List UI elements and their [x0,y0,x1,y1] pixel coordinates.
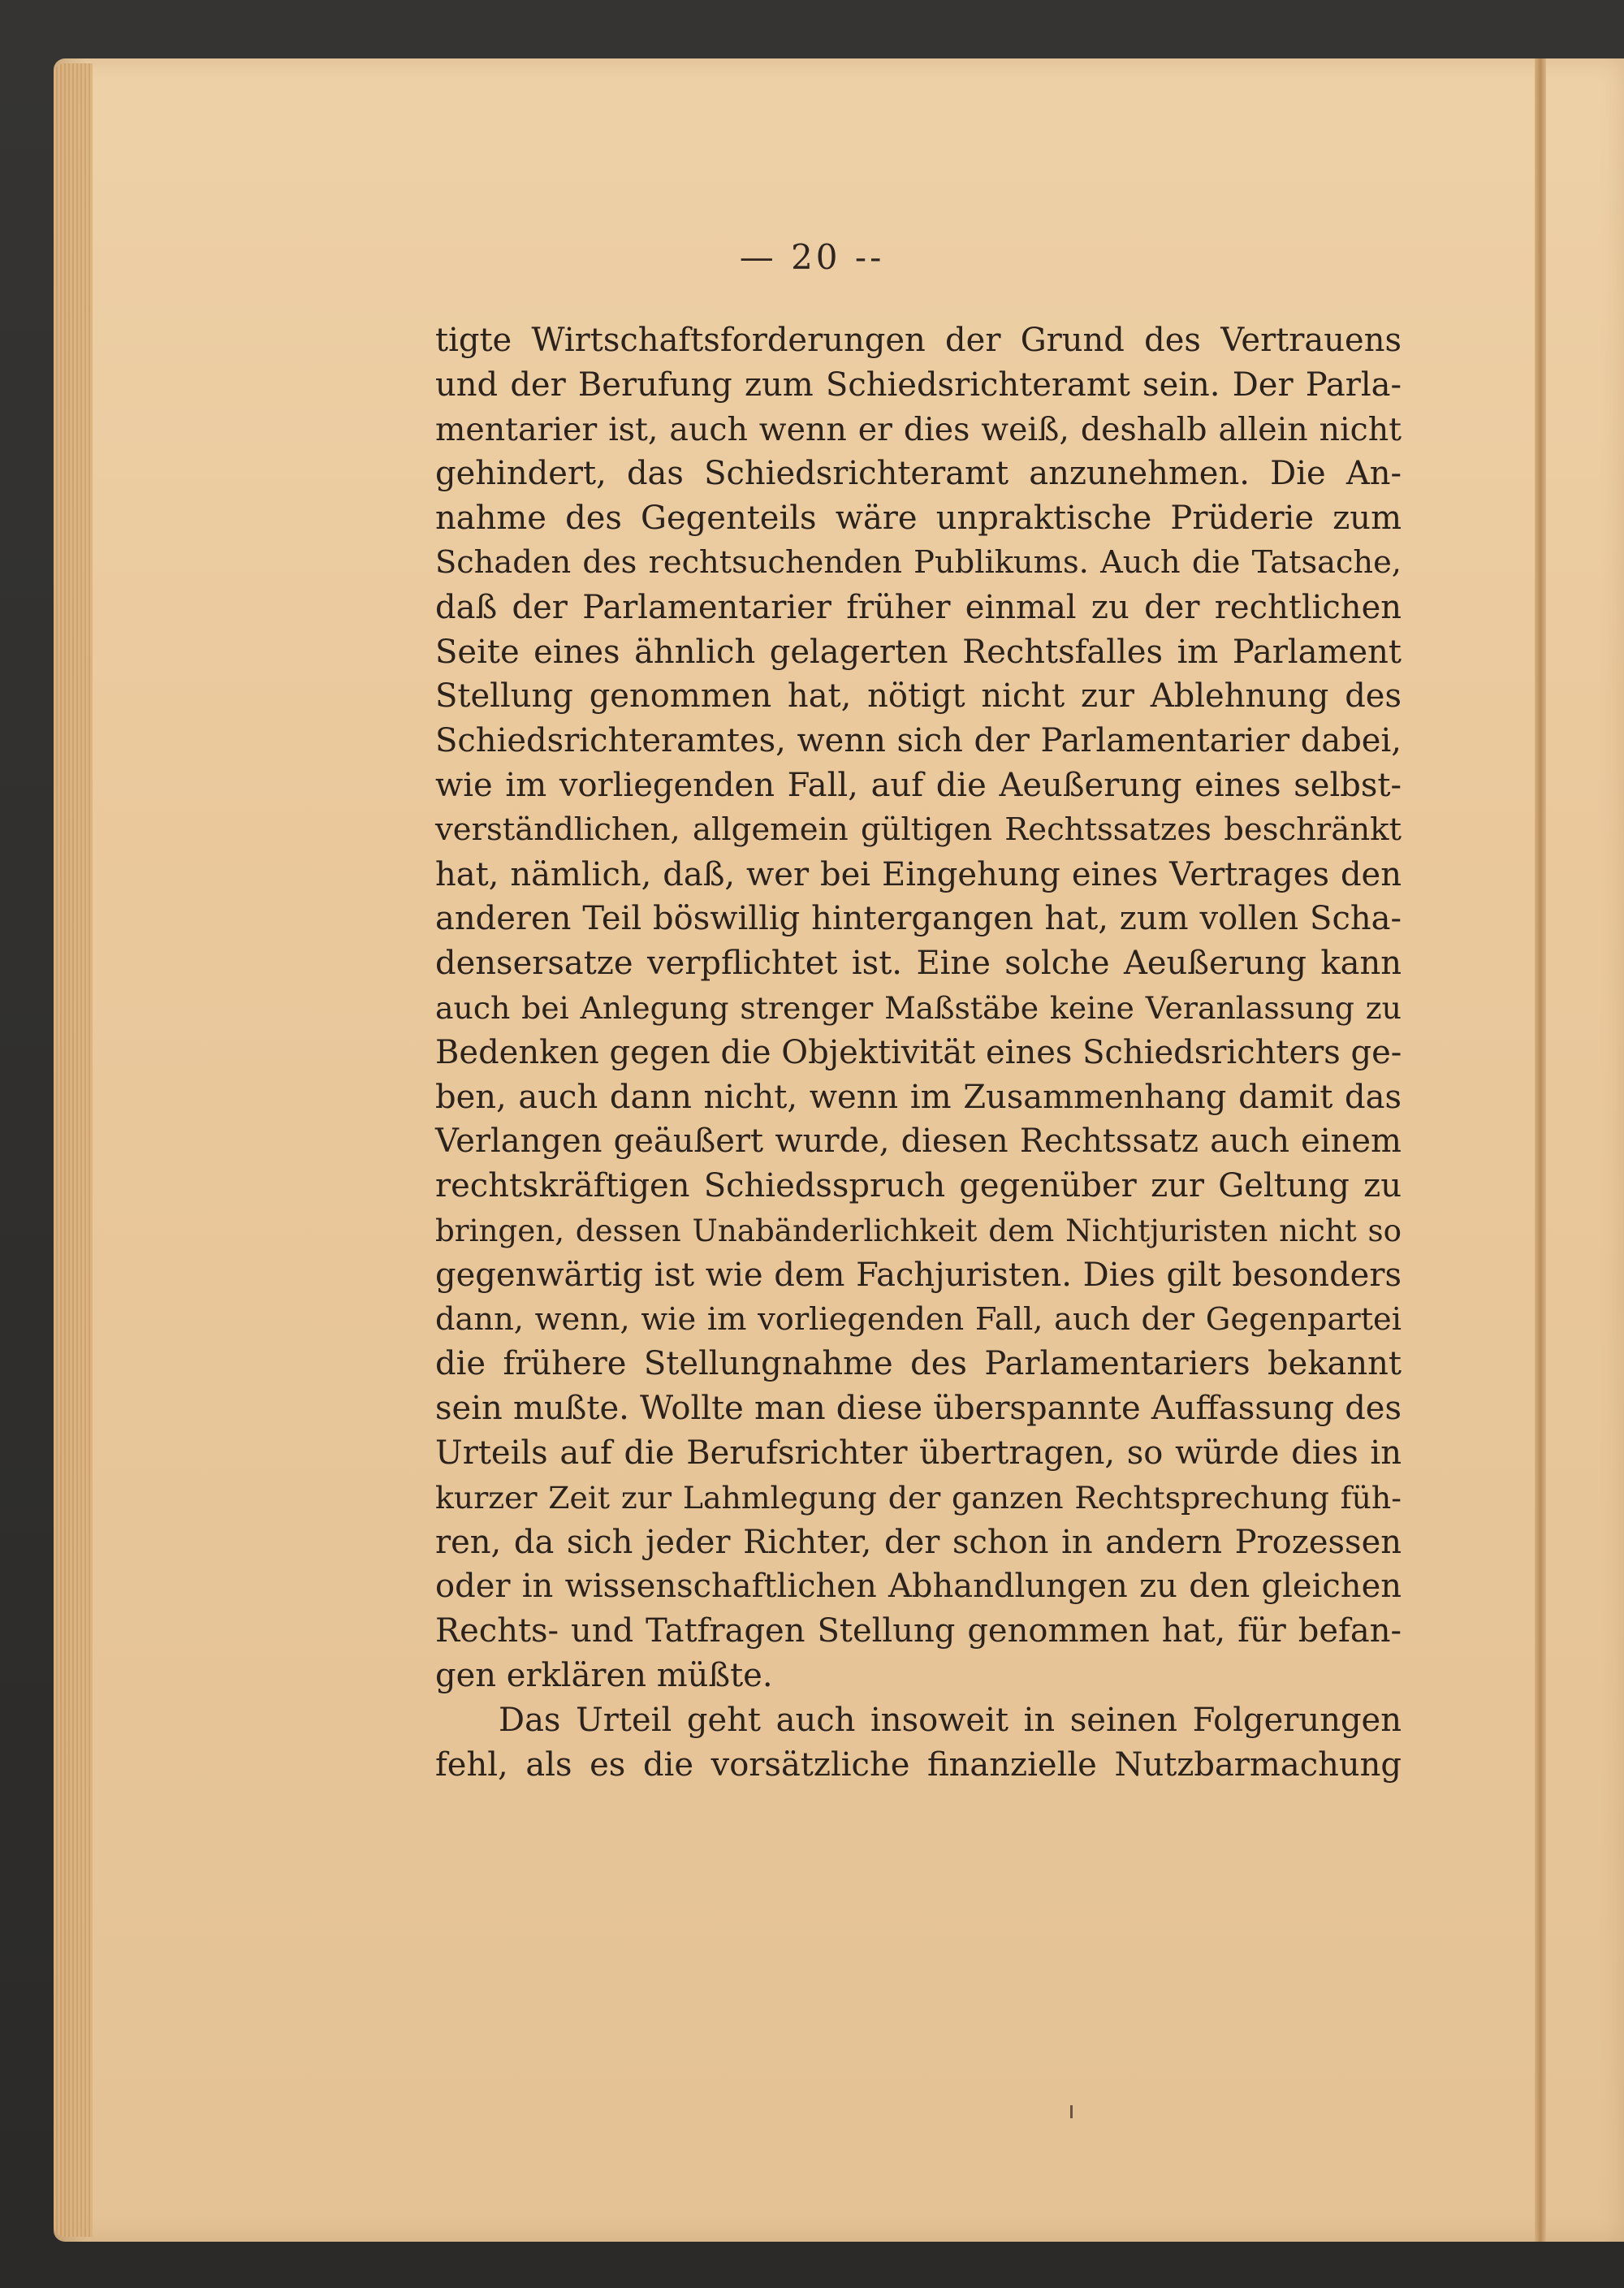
text-line: Verlangen geäußert wurde, diesen Rechtssatz auch einem [435,1122,1402,1161]
text-line: bringen, dessen Unabänderlichkeit dem Nichtjuristen nicht so [435,1212,1402,1248]
text-line: Rechts- und Tatfragen Stellung genommen hat, für befan- [435,1612,1402,1650]
text-line: die frühere Stellungnahme des Parlamentariers bekannt [435,1345,1402,1383]
text-line: rechtskräftigen Schiedsspruch gegenüber zur Geltung zu [435,1167,1402,1205]
body-text [435,318,1402,1787]
text-line: Bedenken gegen die Objektivität eines Schiedsrichters ge- [435,1033,1402,1071]
stray-ink-mark [1070,2105,1073,2118]
text-line: Stellung genommen hat, nötigt nicht zur Ablehnung des [435,677,1402,716]
text-line: Urteils auf die Berufsrichter übertragen, so würde dies in [435,1434,1402,1472]
text-line: und der Berufung zum Schiedsrichteramt sein. Der Parla- [435,365,1402,404]
text-line: verständlichen, allgemein gültigen Rechtssatzes beschränkt [435,811,1402,848]
text-line: wie im vorliegenden Fall, auf die Aeußerung eines selbst- [435,766,1402,804]
text-line: tigte Wirtschaftsforderungen der Grund des Vertrauens [435,322,1402,359]
text-line: sein mußte. Wollte man diese überspannte Auffassung des [435,1390,1402,1428]
text-line: dann, wenn, wie im vorliegenden Fall, auch der Gegenpartei [435,1300,1402,1338]
text-line: anderen Teil böswillig hintergangen hat, zum vollen Scha- [435,900,1402,938]
text-line: ben, auch dann nicht, wenn im Zusammenhang damit das [435,1078,1402,1116]
text-line: Schaden des rechtsuchenden Publikums. Auch die Tatsache, [435,543,1402,581]
text-line: densersatze verpflichtet ist. Eine solche Aeußerung kann [435,945,1402,983]
text-line: Seite eines ähnlich gelagerten Rechtsfalles im Parlament [435,633,1402,671]
text-line: oder in wissenschaftlichen Abhandlungen zu den gleichen [435,1568,1402,1606]
page-number: — 20 -- [739,237,885,277]
page-edges [54,63,93,2237]
page-gutter [1535,58,1546,2242]
text-line: nahme des Gegenteils wäre unpraktische Prüderie zum [435,500,1402,538]
text-line: hat, nämlich, daß, wer bei Eingehung eines Vertrages den [435,855,1402,893]
text-line: mentarier ist, auch wenn er dies weiß, deshalb allein nicht [435,410,1402,448]
text-line: Schiedsrichteramtes, wenn sich der Parlamentarier dabei, [435,722,1402,760]
text-line: fehl, als es die vorsätzliche finanzielle Nutzbarmachung [435,1745,1402,1784]
text-line: gegenwärtig ist wie dem Fachjuristen. Dies gilt besonders [435,1256,1402,1294]
paragraph-end-line: gen erklären müßte. [435,1656,773,1694]
text-line: daß der Parlamentarier früher einmal zu der rechtlichen [435,588,1402,626]
text-line: kurzer Zeit zur Lahmlegung der ganzen Rechtsprechung füh- [435,1479,1402,1516]
text-line: ren, da sich jeder Richter, der schon in andern Prozessen [435,1523,1402,1561]
paragraph-start-line: Das Urteil geht auch insoweit in seinen Folgerungen [499,1701,1402,1739]
text-line: gehindert, das Schiedsrichteramt anzunehmen. Die An- [435,455,1402,493]
text-line: auch bei Anlegung strenger Maßstäbe keine Veranlassung zu [435,989,1402,1026]
